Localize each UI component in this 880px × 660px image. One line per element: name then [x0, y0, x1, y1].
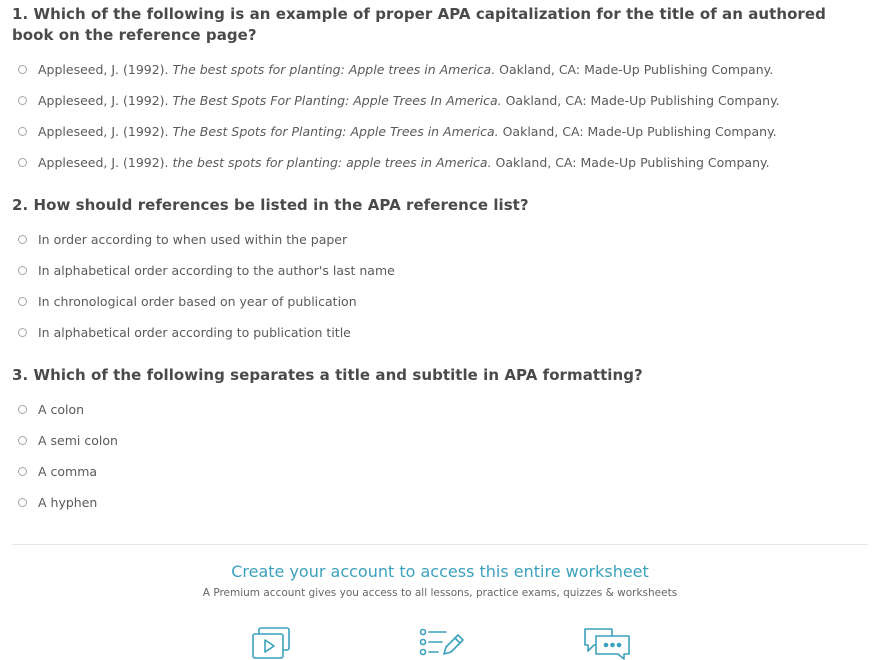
radio-button-icon[interactable] [18, 266, 27, 275]
quiz-checklist-icon [418, 626, 464, 660]
answer-text: Appleseed, J. (1992). the best spots for planting: apple trees in America. Oakland, CA: Made-Up Publishing Company. [38, 155, 770, 170]
answer-text: Appleseed, J. (1992). The Best Spots For Planting: Apple Trees In America. Oakland, CA: Made-Up Publishing Company. [38, 93, 780, 108]
radio-button-icon[interactable] [18, 127, 27, 136]
answer-text: A colon [38, 402, 85, 417]
answer-option[interactable] [12, 147, 868, 178]
answer-text: A semi colon [38, 433, 118, 448]
chat-support-icon [582, 626, 632, 660]
answer-option[interactable] [12, 255, 868, 286]
answer-option[interactable] [12, 85, 868, 116]
answer-options [12, 394, 868, 518]
answer-text: A hyphen [38, 495, 98, 510]
answer-options [12, 54, 868, 178]
quiz-worksheet [12, 4, 868, 518]
radio-button-icon[interactable] [18, 65, 27, 74]
answer-text: In order according to when used within the paper [38, 232, 348, 247]
answer-option[interactable] [12, 317, 868, 348]
radio-button-icon[interactable] [18, 405, 27, 414]
question-2 [12, 195, 868, 348]
answer-option[interactable] [12, 456, 868, 487]
answer-option[interactable] [12, 116, 868, 147]
create-account-link[interactable]: Create your account to access this entire worksheet [231, 562, 649, 581]
answer-option[interactable] [12, 286, 868, 317]
premium-description: A Premium account gives you access to all lessons, practice exams, quizzes & worksheets [202, 587, 678, 599]
radio-button-icon[interactable] [18, 235, 27, 244]
answer-option[interactable] [12, 224, 868, 255]
section-divider [12, 544, 868, 545]
premium-features [0, 626, 880, 660]
video-lessons-icon [251, 626, 293, 660]
answer-option[interactable] [12, 487, 868, 518]
radio-button-icon[interactable] [18, 158, 27, 167]
answer-text: In alphabetical order according to the author's last name [38, 263, 395, 278]
question-title: 2. How should references be listed in the APA reference list? [12, 196, 529, 214]
premium-cta [0, 561, 880, 601]
answer-text: A comma [38, 464, 98, 479]
answer-text: Appleseed, J. (1992). The best spots for planting: Apple trees in America. Oakland, CA: Made-Up Publishing Company. [38, 62, 774, 77]
answer-text: In alphabetical order according to publication title [38, 325, 351, 340]
radio-button-icon[interactable] [18, 96, 27, 105]
radio-button-icon[interactable] [18, 498, 27, 507]
radio-button-icon[interactable] [18, 467, 27, 476]
question-1 [12, 4, 868, 178]
question-title: 1. Which of the following is an example of proper APA capitalization for the title of an authored book on the reference page? [12, 5, 826, 44]
answer-option[interactable] [12, 394, 868, 425]
radio-button-icon[interactable] [18, 436, 27, 445]
answer-option[interactable] [12, 54, 868, 85]
answer-text: In chronological order based on year of publication [38, 294, 357, 309]
answer-text: Appleseed, J. (1992). The Best Spots for Planting: Apple Trees in America. Oakland, CA: Made-Up Publishing Company. [38, 124, 777, 139]
answer-options [12, 224, 868, 348]
answer-option[interactable] [12, 425, 868, 456]
question-title: 3. Which of the following separates a title and subtitle in APA formatting? [12, 366, 643, 384]
radio-button-icon[interactable] [18, 297, 27, 306]
question-3 [12, 365, 868, 518]
radio-button-icon[interactable] [18, 328, 27, 337]
